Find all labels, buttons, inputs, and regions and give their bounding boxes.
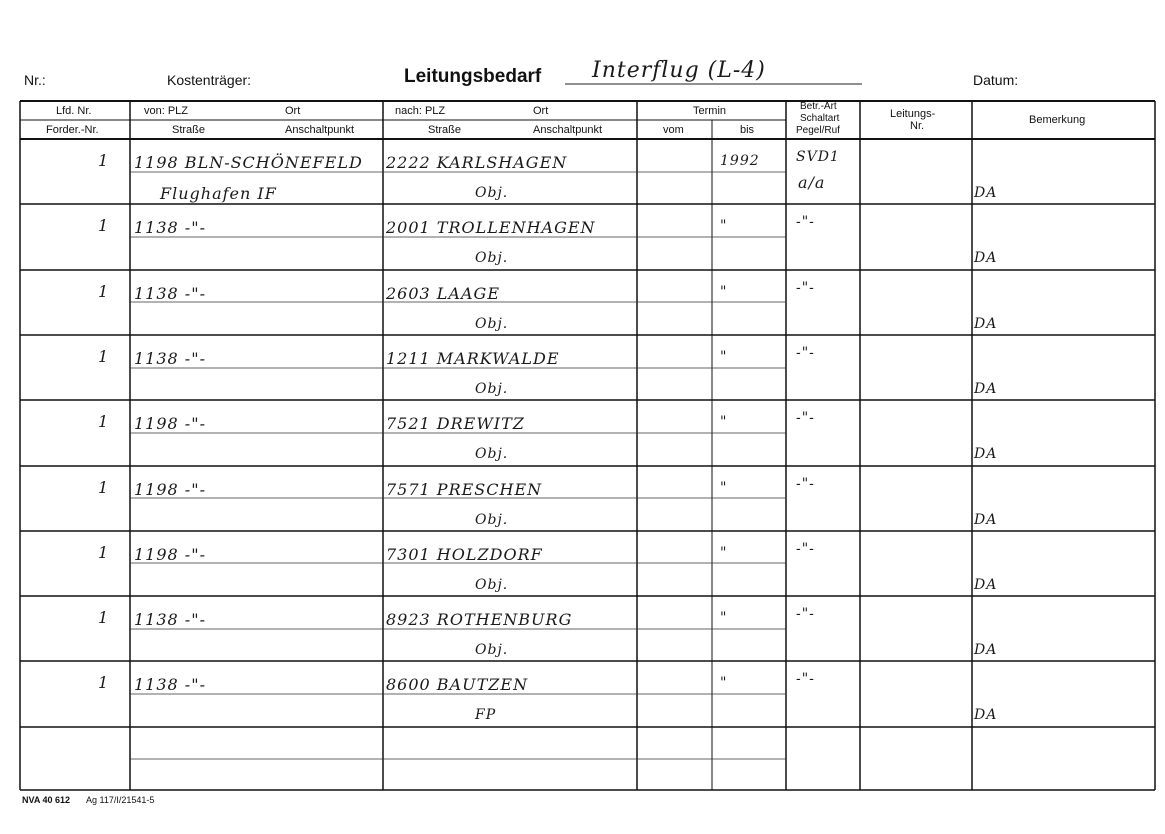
row-nach: 2001 TROLLENHAGEN	[386, 218, 596, 237]
row-nach-sub: Obj.	[475, 316, 509, 332]
row-betr: -"-	[796, 410, 815, 426]
row-nach: 2603 LAAGE	[386, 284, 500, 303]
row-bemerkung: DA	[974, 642, 998, 658]
row-bis: "	[720, 349, 728, 365]
row-nach-sub: Obj.	[475, 577, 509, 593]
row-betr: -"-	[796, 476, 815, 492]
row-von: 1138 -"-	[134, 349, 206, 368]
row-nach: 2222 KARLSHAGEN	[386, 153, 568, 172]
row-nach-sub: FP	[475, 707, 497, 723]
col-nach-strasse: Straße	[428, 124, 462, 136]
row-bis: "	[720, 675, 728, 691]
col-termin-vom: vom	[663, 124, 684, 136]
col-leitungs-nr: Nr.	[910, 120, 925, 132]
row-bis: "	[720, 545, 728, 561]
row-nach-sub: Obj.	[475, 446, 509, 462]
row-bemerkung: DA	[974, 250, 998, 266]
col-pegel-ruf: Pegel/Ruf	[796, 125, 840, 136]
form-number: NVA 40 612	[22, 795, 71, 805]
row-bis: 1992	[720, 153, 760, 169]
row-lfd-nr: 1	[98, 282, 110, 301]
row-von: 1198 -"-	[134, 414, 206, 433]
col-leitungs: Leitungs-	[890, 108, 936, 120]
col-von-ort: Ort	[285, 105, 301, 117]
row-bemerkung: DA	[974, 316, 998, 332]
form-reference: Ag 117/I/21541-5	[86, 795, 155, 805]
col-betr-art: Betr.-Art	[800, 101, 837, 112]
row-betr-sub: a/a	[798, 173, 826, 192]
col-lfd-nr: Lfd. Nr.	[56, 105, 92, 117]
row-nach-sub: Obj.	[475, 185, 509, 201]
row-von: 1198 BLN-SCHÖNEFELD	[134, 153, 363, 172]
row-bemerkung: DA	[974, 707, 998, 723]
row-lfd-nr: 1	[98, 151, 110, 170]
row-betr: -"-	[796, 541, 815, 557]
row-nach-sub: Obj.	[475, 642, 509, 658]
row-lfd-nr: 1	[98, 412, 110, 431]
col-termin: Termin	[693, 105, 727, 117]
col-bemerkung: Bemerkung	[1029, 114, 1086, 126]
row-lfd-nr: 1	[98, 608, 110, 627]
col-nach-anschaltpunkt: Anschaltpunkt	[533, 124, 603, 136]
title-handwritten: Interflug (L-4)	[592, 58, 766, 83]
row-bis: "	[720, 218, 728, 234]
row-bis: "	[720, 610, 728, 626]
row-betr: -"-	[796, 671, 815, 687]
row-bis: "	[720, 414, 728, 430]
row-von: 1138 -"-	[134, 610, 206, 629]
row-betr: -"-	[796, 214, 815, 230]
row-von: 1198 -"-	[134, 480, 206, 499]
col-schaltart: Schaltart	[800, 113, 840, 124]
row-nach-sub: Obj.	[475, 512, 509, 528]
page-title: Leitungsbedarf	[404, 66, 542, 87]
row-nach: 8600 BAUTZEN	[386, 675, 529, 694]
row-von-sub: Flughafen IF	[160, 184, 277, 203]
row-nach: 1211 MARKWALDE	[386, 349, 560, 368]
row-lfd-nr: 1	[98, 673, 110, 692]
row-lfd-nr: 1	[98, 216, 110, 235]
row-bemerkung: DA	[974, 512, 998, 528]
datum-label: Datum:	[973, 72, 1019, 88]
col-forder-nr: Forder.-Nr.	[46, 124, 99, 136]
row-nach-sub: Obj.	[475, 381, 509, 397]
row-von: 1198 -"-	[134, 545, 206, 564]
row-bis: "	[720, 480, 728, 496]
row-betr: -"-	[796, 606, 815, 622]
col-von-strasse: Straße	[172, 124, 206, 136]
row-betr: -"-	[796, 345, 815, 361]
row-lfd-nr: 1	[98, 543, 110, 562]
row-nach: 7571 PRESCHEN	[386, 480, 543, 499]
row-nach-sub: Obj.	[475, 250, 509, 266]
row-von: 1138 -"-	[134, 284, 206, 303]
col-nach-plz: nach: PLZ	[395, 105, 446, 117]
col-nach-ort: Ort	[533, 105, 549, 117]
row-bemerkung: DA	[974, 185, 998, 201]
row-von: 1138 -"-	[134, 675, 206, 694]
row-lfd-nr: 1	[98, 347, 110, 366]
row-bemerkung: DA	[974, 577, 998, 593]
row-nach: 8923 ROTHENBURG	[386, 610, 573, 629]
row-nach: 7301 HOLZDORF	[386, 545, 543, 564]
row-bemerkung: DA	[974, 446, 998, 462]
row-betr: -"-	[796, 280, 815, 296]
row-nach: 7521 DREWITZ	[386, 414, 525, 433]
row-bis: "	[720, 284, 728, 300]
col-von-anschaltpunkt: Anschaltpunkt	[285, 124, 355, 136]
row-von: 1138 -"-	[134, 218, 206, 237]
kostentraeger-label: Kostenträger:	[167, 72, 252, 88]
col-von-plz: von: PLZ	[144, 105, 189, 117]
row-lfd-nr: 1	[98, 478, 110, 497]
row-betr: SVD1	[796, 149, 840, 165]
nr-label: Nr.:	[24, 72, 46, 88]
col-termin-bis: bis	[740, 124, 755, 136]
row-bemerkung: DA	[974, 381, 998, 397]
